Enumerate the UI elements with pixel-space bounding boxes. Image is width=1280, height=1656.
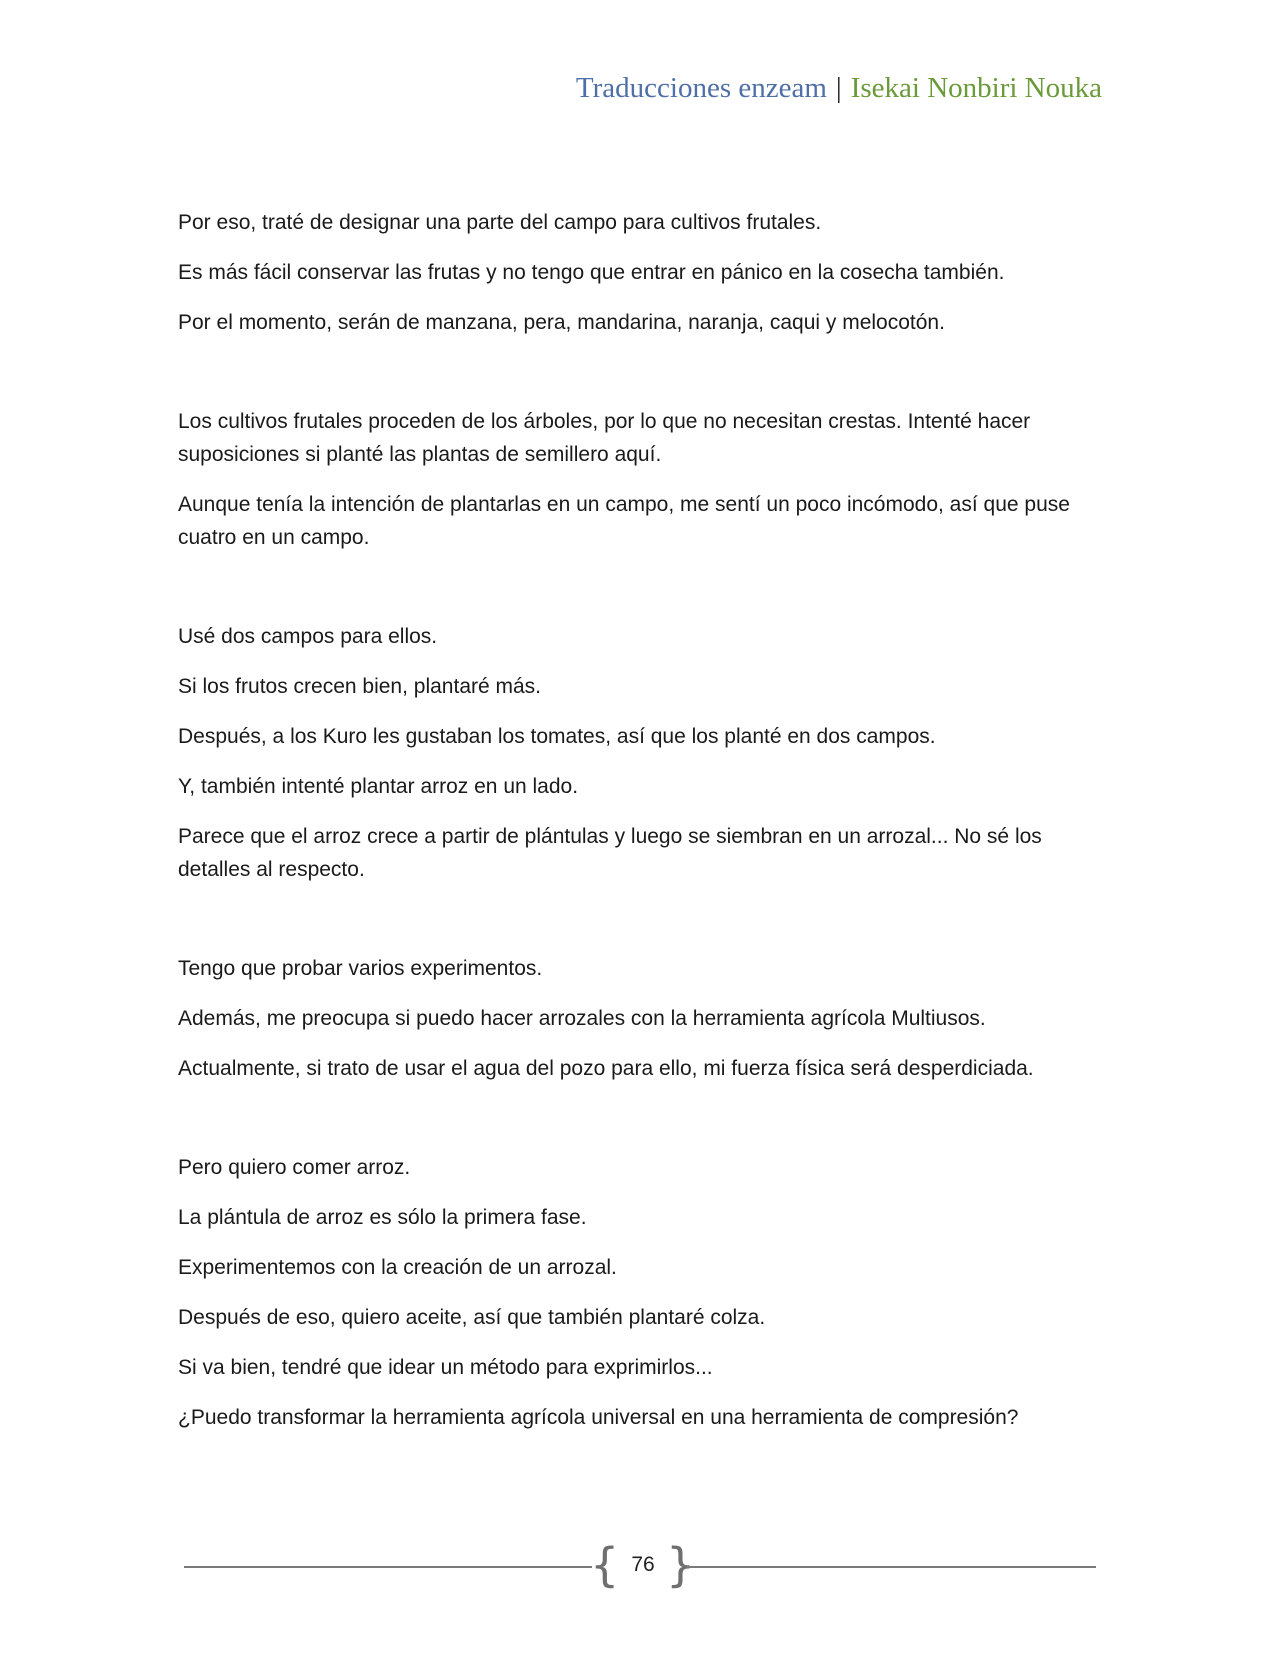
paragraph: Además, me preocupa si puedo hacer arrozales con la herramienta agrícola Multiusos. (178, 1007, 986, 1030)
paragraph: Parece que el arroz crece a partir de plántulas y luego se siembran en un arrozal... No sé los detalles al respecto. (178, 825, 1042, 881)
header-translator-name: Traducciones enzeam (575, 72, 827, 104)
paragraph: Después de eso, quiero aceite, así que también plantaré colza. (178, 1306, 766, 1329)
paragraph: Experimentemos con la creación de un arrozal. (178, 1256, 617, 1279)
paragraph: Tengo que probar varios experimentos. (178, 957, 543, 980)
footer-rule-right (686, 1566, 1096, 1568)
paragraph: Y, también intenté plantar arroz en un lado. (178, 775, 579, 798)
paragraph: ¿Puedo transformar la herramienta agrícola universal en una herramienta de compresión? (178, 1406, 1019, 1429)
page-header (576, 72, 1102, 105)
page-footer (184, 1538, 1096, 1592)
paragraph: Actualmente, si trato de usar el agua del pozo para ello, mi fuerza física será desperdiciada. (178, 1057, 1034, 1080)
footer-brace-left: { (590, 1538, 620, 1592)
paragraph: Por eso, traté de designar una parte del campo para cultivos frutales. (178, 211, 822, 234)
page-number: 76 (631, 1553, 655, 1576)
paragraph: Si va bien, tendré que idear un método para exprimirlos... (178, 1356, 713, 1379)
paragraph: Pero quiero comer arroz. (178, 1156, 411, 1179)
paragraph: Aunque tenía la intención de plantarlas en un campo, me sentí un poco incómodo, así que puse cuatro en un campo. (178, 493, 1070, 549)
paragraph: Los cultivos frutales proceden de los árboles, por lo que no necesitan crestas. Intenté hacer suposiciones si planté las plantas de semillero aquí. (178, 410, 1031, 466)
footer-rule-left (184, 1566, 592, 1568)
paragraph: La plántula de arroz es sólo la primera fase. (178, 1206, 587, 1229)
footer-brace-right: } (666, 1538, 696, 1592)
header-separator: | (835, 72, 842, 104)
paragraph: Usé dos campos para ellos. (178, 625, 438, 648)
paragraph: Si los frutos crecen bien, plantaré más. (178, 675, 542, 698)
paragraph: Por el momento, serán de manzana, pera, mandarina, naranja, caqui y melocotón. (178, 311, 945, 334)
paragraph: Después, a los Kuro les gustaban los tomates, así que los planté en dos campos. (178, 725, 936, 748)
page-body (178, 206, 1108, 1451)
header-novel-title: Isekai Nonbiri Nouka (850, 72, 1102, 104)
paragraph: Es más fácil conservar las frutas y no tengo que entrar en pánico en la cosecha también. (178, 261, 1005, 284)
